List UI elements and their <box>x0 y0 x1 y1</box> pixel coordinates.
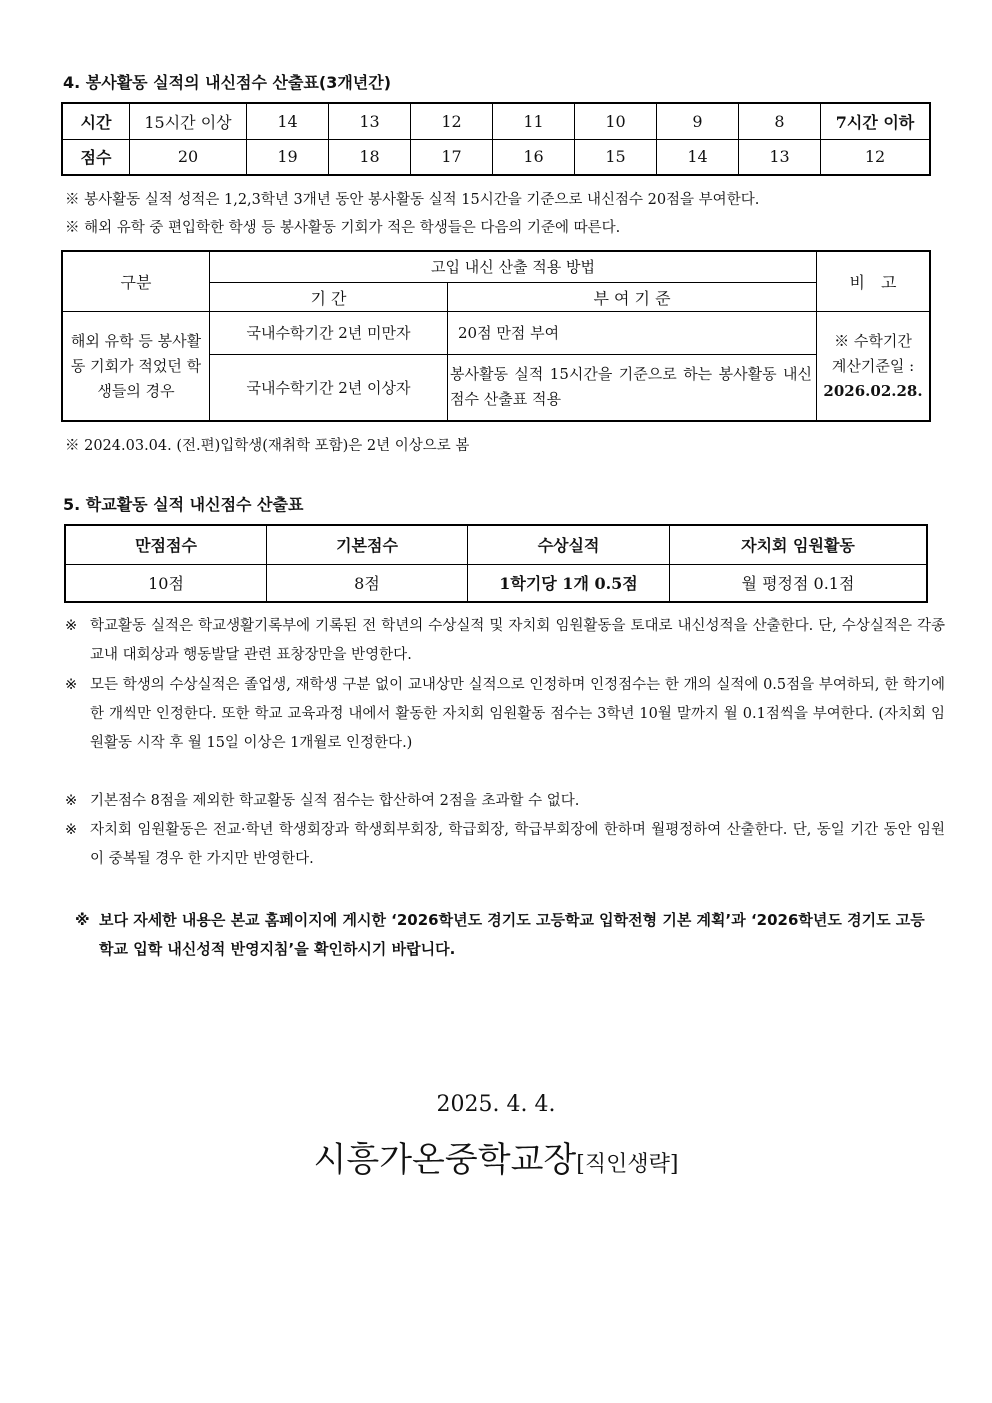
note-text: 모든 학생의 수상실적은 졸업생, 재학생 구분 없이 교내상만 실적으로 인정하며 인정점수는 한 개의 실적에 0.5점을 부여하되, 한 학기에 한 개씩만 인정한다. 또한 학교 교육과정 내에서 활동한 자치회 임원활동 점수는 3학년 10월 말까지 월 0.1점씩을 부여한다. (자치회 임원활동 시작 후 월 15일 이상은 1개월로 인정한다.) <box>90 677 945 751</box>
section5-note <box>65 816 945 874</box>
closing-text: 보다 자세한 내용은 본교 홈페이지에 게시한 ‘2026학년도 경기도 고등학교 입학전형 기본 계획’과 ‘2026학년도 경기도 고등학교 입학 내신성적 반영지침’을 확인하시기 바랍니다. <box>99 911 925 958</box>
remark-line: ※ 수학기간 <box>834 331 912 350</box>
school-activity-table <box>64 524 928 603</box>
note-line: ※ 해외 유학 중 편입학한 학생 등 봉사활동 기회가 적은 학생들은 다음의 기준에 따른다. <box>65 220 621 236</box>
hours-cell: 14 <box>247 103 329 139</box>
school-principal: 시흥가온중학교장 <box>313 1140 577 1180</box>
score-cell: 17 <box>411 139 493 175</box>
score-cell: 19 <box>247 139 329 175</box>
note-line: ※ 봉사활동 실적 성적은 1,2,3학년 3개년 동안 봉사활동 실적 15시간을 기준으로 내신점수 20점을 부여한다. <box>65 192 760 208</box>
overseas-table <box>61 250 931 422</box>
hours-cell: 11 <box>493 103 575 139</box>
note-mark: ※ <box>65 793 78 809</box>
volunteer-score-table <box>61 102 931 176</box>
closing-note <box>75 906 925 964</box>
note-mark: ※ <box>65 677 78 693</box>
score-cell: 20 <box>130 139 247 175</box>
score-row-label: 점수 <box>62 139 130 175</box>
note-text: 자치회 임원활동은 전교·학년 학생회장과 학생회부회장, 학급회장, 학급부회장에 한하며 월평정하여 산출한다. 단, 동일 기간 동안 임원이 중복될 경우 한 가지만 반영한다. <box>90 822 945 867</box>
signature-block <box>0 1132 992 1181</box>
period-cell: 국내수학기간 2년 미만자 <box>210 312 448 355</box>
header-cell: 만점점수 <box>65 525 267 564</box>
hours-cell: 7시간 이하 <box>821 103 931 139</box>
hours-row-label: 시간 <box>62 103 130 139</box>
category-cell: 해외 유학 등 봉사활동 기회가 적었던 학생들의 경우 <box>62 312 210 421</box>
note-text: 기본점수 8점을 제외한 학교활동 실적 점수는 합산하여 2점을 초과할 수 없다. <box>90 793 580 809</box>
remark-line: 2026.02.28. <box>823 381 923 400</box>
closing-mark: ※ <box>75 911 90 929</box>
note-text: 학교활동 실적은 학교생활기록부에 기록된 전 학년의 수상실적 및 자치회 임원활동을 토대로 내신성적을 산출한다. 단, 수상실적은 각종 교내 대회상과 행동발달 관련 표창장만을 반영한다. <box>90 618 945 663</box>
seal-note: [직인생략] <box>576 1152 679 1177</box>
remark-line: 계산기준일 : <box>831 356 915 375</box>
section5-title: 5. 학교활동 실적 내신점수 산출표 <box>63 495 304 514</box>
score-cell: 15 <box>575 139 657 175</box>
score-cell: 14 <box>657 139 739 175</box>
section5-note <box>65 671 945 758</box>
value-cell: 월 평정점 0.1점 <box>670 564 928 602</box>
document-date: 2025. 4. 4. <box>436 1092 556 1117</box>
note-mark: ※ <box>65 822 78 838</box>
col-method: 고입 내신 산출 적용 방법 <box>210 251 817 282</box>
section4-notes <box>65 186 759 242</box>
header-cell: 자치회 임원활동 <box>670 525 928 564</box>
period-cell: 국내수학기간 2년 이상자 <box>210 354 448 421</box>
value-cell: 10점 <box>65 564 267 602</box>
value-cell: 8점 <box>267 564 468 602</box>
hours-cell: 10 <box>575 103 657 139</box>
score-cell: 13 <box>739 139 821 175</box>
col-criteria: 부 여 기 준 <box>448 282 817 311</box>
section4-title: 4. 봉사활동 실적의 내신점수 산출표(3개년간) <box>63 73 392 92</box>
remark-cell <box>817 312 931 421</box>
overseas-footnote: ※ 2024.03.04. (전.편)입학생(재취학 포함)은 2년 이상으로 봄 <box>65 438 470 454</box>
criteria-cell: 봉사활동 실적 15시간을 기준으로 하는 봉사활동 내신점수 산출표 적용 <box>448 354 817 421</box>
value-cell: 1학기당 1개 0.5점 <box>468 564 670 602</box>
hours-cell: 8 <box>739 103 821 139</box>
section5-note <box>65 612 945 670</box>
col-period: 기 간 <box>210 282 448 311</box>
header-cell: 기본점수 <box>267 525 468 564</box>
hours-cell: 12 <box>411 103 493 139</box>
col-category: 구분 <box>62 251 210 312</box>
score-cell: 16 <box>493 139 575 175</box>
hours-cell: 15시간 이상 <box>130 103 247 139</box>
hours-cell: 9 <box>657 103 739 139</box>
section5-note <box>65 787 945 816</box>
col-remark: 비 고 <box>817 251 931 312</box>
score-cell: 12 <box>821 139 931 175</box>
header-cell: 수상실적 <box>468 525 670 564</box>
note-mark: ※ <box>65 618 78 634</box>
criteria-cell: 20점 만점 부여 <box>448 312 817 355</box>
score-cell: 18 <box>329 139 411 175</box>
hours-cell: 13 <box>329 103 411 139</box>
